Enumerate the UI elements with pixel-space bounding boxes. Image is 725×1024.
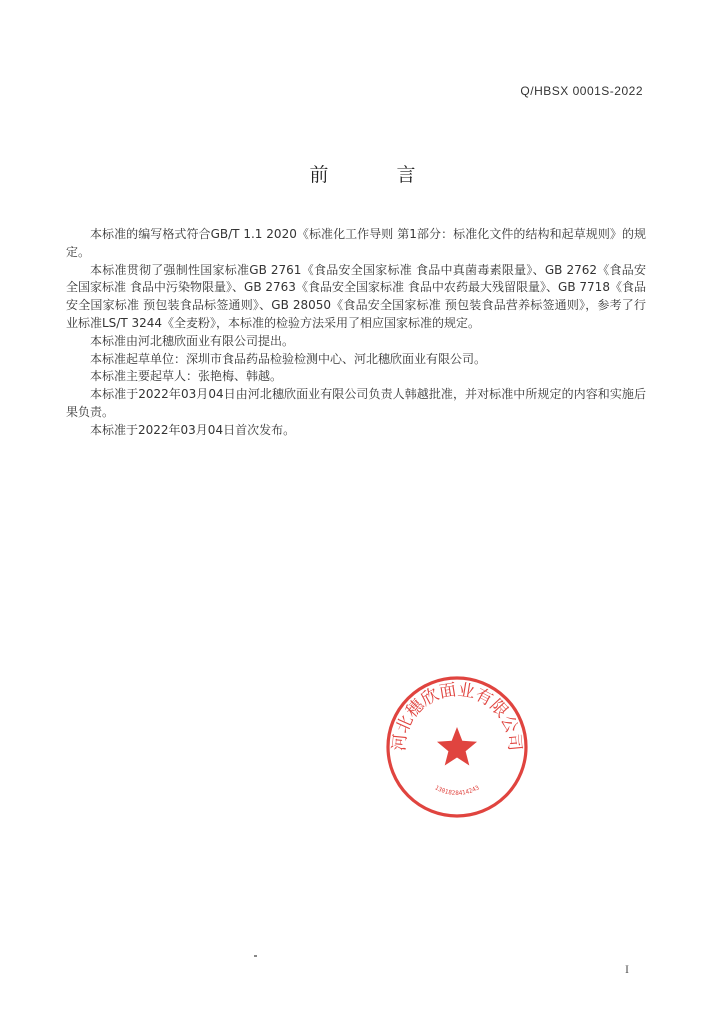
seal-star-icon <box>437 727 477 766</box>
foreword-body <box>66 226 646 440</box>
paragraph-approval: 本标准于2022年03月04日由河北穗欣面业有限公司负责人韩越批准，并对标准中所规定的内容和实施后果负责。 <box>66 387 646 419</box>
document-code: Q/HBSX 0001S-2022 <box>520 84 643 98</box>
paragraph-release: 本标准于2022年03月04日首次发布。 <box>90 422 296 437</box>
company-seal <box>384 674 530 820</box>
paragraph-proposer: 本标准由河北穗欣面业有限公司提出。 <box>90 333 295 348</box>
title-char-2: 言 <box>396 164 416 186</box>
seal-text: 河北穗欣面业有限公司 <box>389 680 525 752</box>
paragraph-standards: 本标准贯彻了强制性国家标准GB 2761《食品安全国家标准 食品中真菌毒素限量》、GB 2762《食品安全国家标准 食品中污染物限量》、GB 2763《食品安全国家标准 食品中农药最大残留限量》、GB 7718《食品安全国家标准 预包装食品标签通则》、GB 28050《食品安全国家标准 预包装食品营养标签通则》，参考了行业标准LS/T 3244《全麦粉》，本标准的检验方法采用了相应国家标准的规定。 <box>66 262 646 330</box>
paragraph-drafting-units: 本标准起草单位：深圳市食品药品检验检测中心、河北穗欣面业有限公司。 <box>90 351 487 366</box>
seal-code: 1301828414243 <box>433 784 481 797</box>
page-number: I <box>625 962 629 976</box>
scan-speck <box>254 955 257 957</box>
title-char-1: 前 <box>309 164 329 186</box>
paragraph-format: 本标准的编写格式符合GB/T 1.1 2020《标准化工作导则 第1部分：标准化文件的结构和起草规则》的规定。 <box>66 227 646 259</box>
page-title <box>0 160 725 187</box>
paragraph-drafters: 本标准主要起草人：张艳梅、韩越。 <box>90 369 283 384</box>
